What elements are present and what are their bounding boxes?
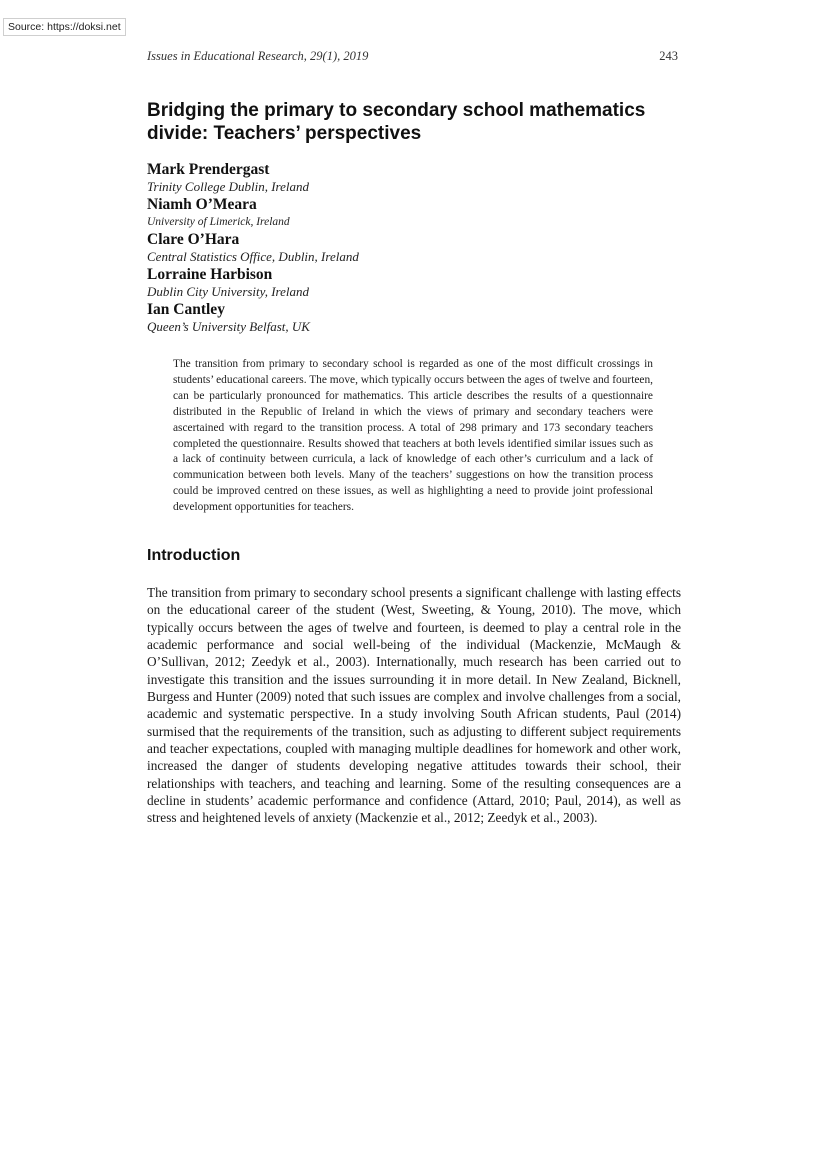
- section-heading-introduction: Introduction: [147, 547, 241, 564]
- author-affiliation: University of Limerick, Ireland: [147, 216, 290, 228]
- page-number: 243: [659, 49, 678, 63]
- article-title: Bridging the primary to secondary school mathematics divide: Teachers’ perspectives: [147, 100, 646, 144]
- author-name: Lorraine Harbison: [147, 266, 273, 283]
- author-list: [147, 160, 687, 335]
- journal-running-head: Issues in Educational Research, 29(1), 2019: [147, 49, 369, 63]
- author-affiliation: Queen’s University Belfast, UK: [147, 319, 310, 334]
- author-name: Mark Prendergast: [147, 161, 270, 178]
- author-affiliation: Trinity College Dublin, Ireland: [147, 179, 310, 194]
- author-name: Clare O’Hara: [147, 231, 240, 248]
- author-affiliation: Dublin City University, Ireland: [147, 284, 309, 299]
- abstract: The transition from primary to secondary school is regarded as one of the most difficult crossings in students’ educational careers. The move, which typically occurs between the ages of twelve and fourteen, can be particularly pronounced for mathematics. This article describes the results of a questionnaire distributed in the Republic of Ireland in which the views of primary and secondary teachers were ascertained with regard to the transition process. A total of 298 primary and 173 secondary teachers completed the questionnaire. Results showed that teachers at both levels identified similar issues such as a lack of continuity between curricula, a lack of knowledge of each other’s curriculum and a lack of communication between both levels. Many of the teachers’ suggestions on how the transition process could be improved centred on these issues, as well as highlighting a need to provide joint professional development opportunities for teachers.: [173, 358, 654, 514]
- author-name: Ian Cantley: [147, 301, 225, 318]
- introduction-paragraph: The transition from primary to secondary school presents a significant challenge with lasting effects on the educational career of the student (West, Sweeting, & Young, 2010). The move, which typically occurs between the ages of twelve and fourteen, is deemed to play a central role in the academic performance and social well-being of the individual (Mackenzie, McMaugh & O’Sullivan, 2012; Zeedyk et al., 2003). Internationally, much research has been carried out to investigate this transition and the issues surrounding it in more detail. In New Zealand, Bicknell, Burgess and Hunter (2009) noted that such issues are complex and involve challenges from a social, academic and systematic perspective. In a study involving South African students, Paul (2014) surmised that the requirements of the transition, such as adjusting to different subject requirements and teacher expectations, coupled with managing multiple deadlines for homework and other work, increased the danger of students developing negative attitudes towards their school, their relationships with teachers, and teaching and learning. Some of the resulting consequences are a decline in students’ academic performance and confidence (Attard, 2010; Paul, 2014), as well as stress and heightened levels of anxiety (Mackenzie et al., 2012; Zeedyk et al., 2003).: [147, 585, 681, 826]
- author-affiliation: Central Statistics Office, Dublin, Ireland: [147, 249, 359, 264]
- source-label: Source: https://doksi.net: [3, 18, 126, 36]
- author-name: Niamh O’Meara: [147, 196, 257, 213]
